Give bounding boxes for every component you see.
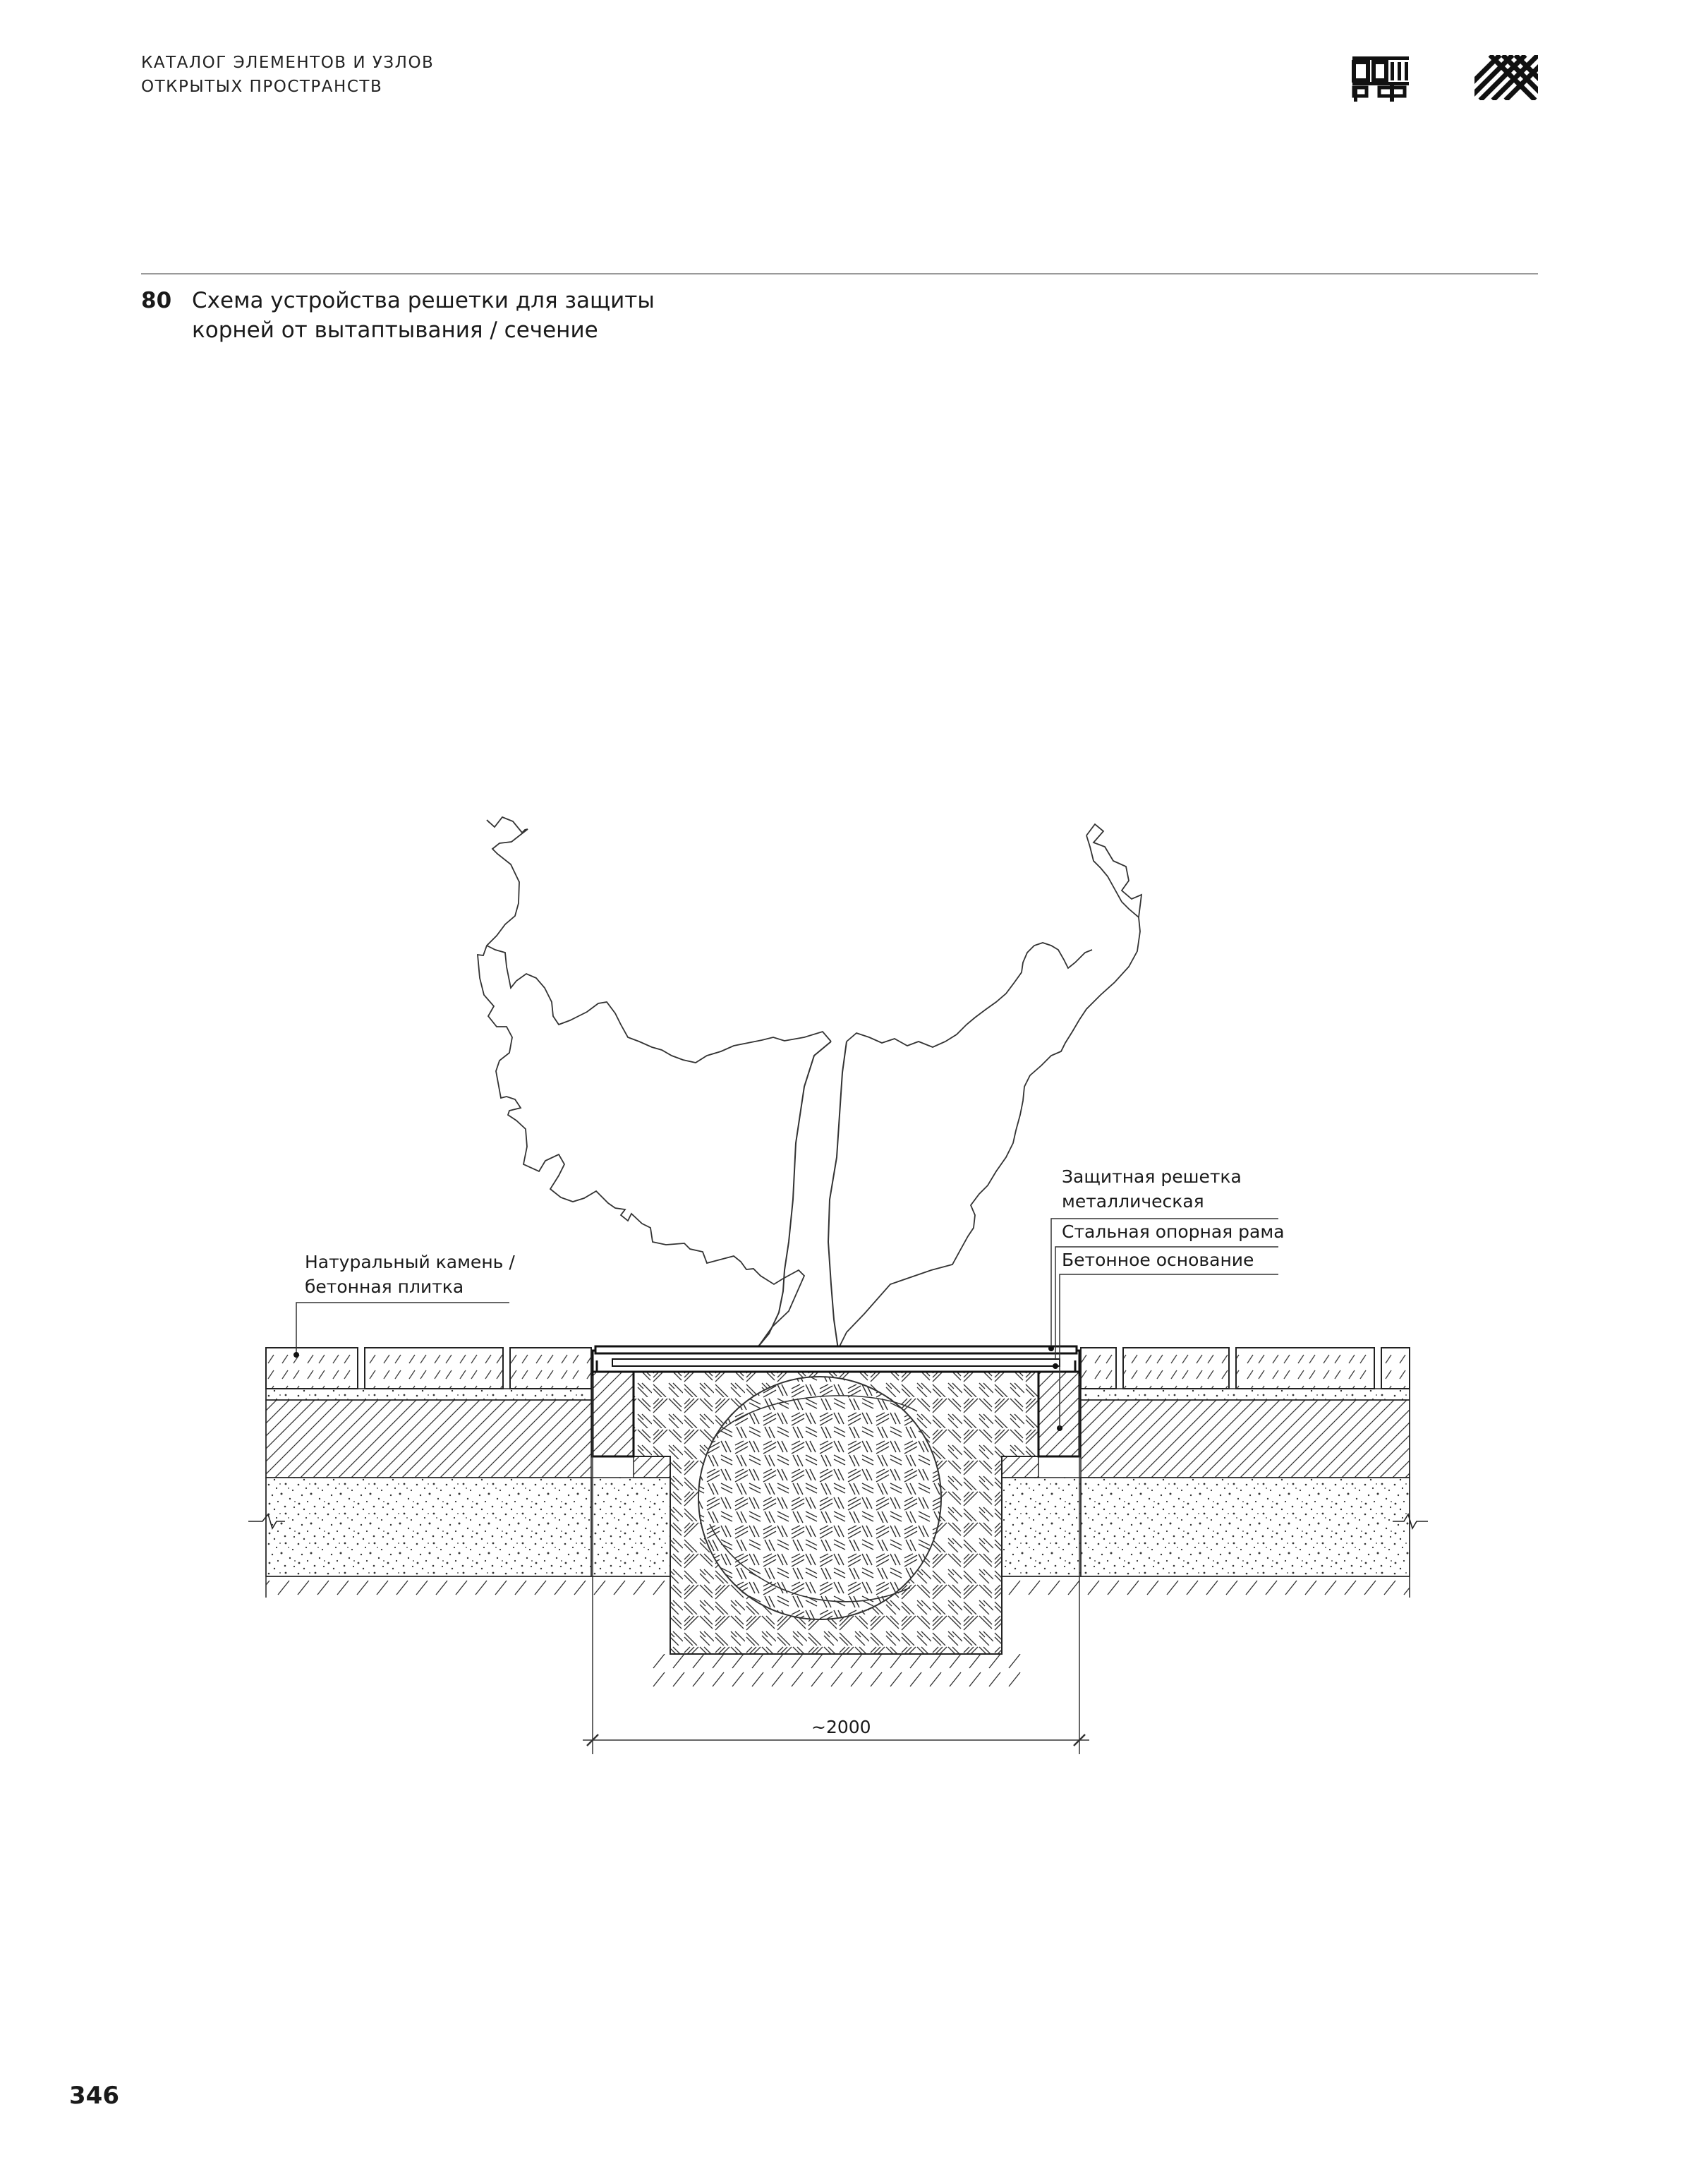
concrete-support-left bbox=[593, 1372, 634, 1456]
concrete-layer-inner-right bbox=[1002, 1456, 1038, 1478]
concrete-support-right bbox=[1038, 1372, 1079, 1456]
tree-crown-left-inner bbox=[487, 946, 831, 1063]
paving-tiles-right bbox=[1081, 1348, 1410, 1389]
label-frame: Стальная опорная рама bbox=[1062, 1221, 1285, 1242]
label-base: Бетонное основание bbox=[1062, 1250, 1254, 1270]
paving-tiles-left bbox=[266, 1348, 591, 1389]
gravel-layer-left-inner bbox=[591, 1478, 670, 1576]
bedding-layer-right bbox=[1081, 1389, 1410, 1400]
concrete-layer-right bbox=[1081, 1400, 1410, 1478]
metal-protective-grate bbox=[595, 1346, 1077, 1353]
label-grate-line-2: металлическая bbox=[1062, 1191, 1204, 1212]
tree-crown-right-inner bbox=[847, 943, 1092, 1047]
tree-trunk-right bbox=[828, 1042, 847, 1349]
label-grate-line-1: Защитная решетка bbox=[1062, 1166, 1242, 1187]
leader-stone-dot bbox=[293, 1352, 299, 1358]
dimension-label: ~2000 bbox=[811, 1717, 871, 1737]
ground-hatch-left bbox=[266, 1576, 670, 1598]
bedding-layer-left bbox=[266, 1389, 591, 1400]
ground-hatch-right bbox=[1002, 1576, 1410, 1598]
header-title-line-2: ОТКРЫТЫХ ПРОСТРАНСТВ bbox=[141, 78, 383, 96]
grate-inner-flange bbox=[612, 1359, 1060, 1366]
gravel-layer-left bbox=[266, 1478, 591, 1576]
tree-trunk-left bbox=[758, 1042, 831, 1346]
tree-crown-top-right bbox=[1086, 824, 1141, 917]
tree-crown-outline bbox=[478, 817, 804, 1346]
gravel-layer-right-inner bbox=[1002, 1478, 1081, 1576]
tree-crown-right-outline bbox=[838, 835, 1140, 1349]
leader-grate-dot bbox=[1048, 1346, 1054, 1351]
leader-frame-dot bbox=[1053, 1363, 1058, 1369]
leader-stone bbox=[296, 1303, 509, 1355]
label-stone-line-2: бетонная плитка bbox=[305, 1276, 464, 1297]
figure-title-line-2: корней от вытаптывания / сечение bbox=[192, 318, 598, 343]
figure-title-line-1: Схема устройства решетки для защиты bbox=[192, 288, 655, 313]
gravel-layer-right bbox=[1081, 1478, 1410, 1576]
figure-number: 80 bbox=[141, 288, 172, 313]
label-stone-line-1: Натуральный камень / bbox=[305, 1252, 515, 1272]
root-ball-hatch bbox=[698, 1377, 941, 1619]
ground-hatch-bottom bbox=[650, 1654, 1022, 1688]
concrete-layer-inner-left bbox=[634, 1456, 670, 1478]
header-title-line-1: КАТАЛОГ ЭЛЕМЕНТОВ И УЗЛОВ bbox=[141, 54, 435, 72]
page-number: 346 bbox=[69, 2082, 119, 2110]
concrete-layer-left bbox=[266, 1400, 591, 1478]
